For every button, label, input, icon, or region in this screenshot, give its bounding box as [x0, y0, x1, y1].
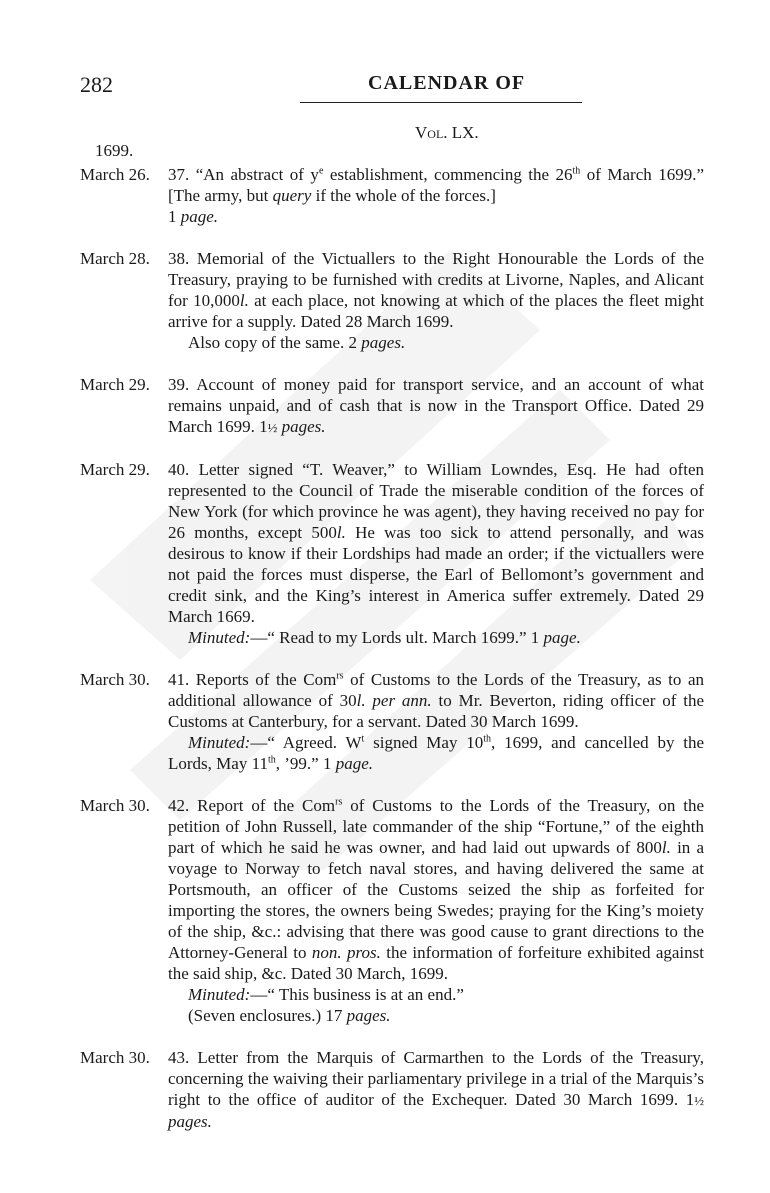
entry-text-part: He was too sick to attend personally, and was desirous to know if their Lordships had made an order; if the victuallers were not paid the forces must disperse, the Earl of Bellomont’s government and credit sink, and the King’s interest in America suffer extremely. Dated 29 March 1669.: [168, 523, 705, 626]
entry-43: [0, 1047, 770, 1132]
minuted-text: —“ Agreed. W: [250, 733, 362, 752]
fraction: ½: [694, 1093, 704, 1108]
entry-text-part: in a voyage to Norway to fetch naval stores, and having delivered the same at Portsmouth, an officer of the Customs seized the ship as forfeited for importing the stores, the owners being Swedes; praying for the King’s moiety of the ship, &c.: advising that there was good cause to grant directions to the Attorney-General to: [168, 838, 704, 962]
entry-text-part: to Mr. Beverton, riding officer of the Customs at Canterbury, for a servant. Dated 30 March 1699.: [168, 691, 704, 731]
minuted-label: Minuted:: [188, 628, 251, 647]
entry-text-part: 41. Reports of the Com: [168, 670, 337, 689]
minuted-text: , ’99.” 1: [275, 754, 336, 773]
page-count-word: pages.: [346, 1006, 391, 1025]
page-count-word: page.: [180, 207, 219, 226]
entry-text: [168, 374, 704, 438]
page-number: 282: [80, 72, 113, 97]
entry-text-part: 40. Letter signed “T. Weaver,” to William Lowndes, Esq. He had often represented to the Council of Trade the miserable condition of the forces of New York (for which province he was agent), they having received no pay for 26 months, except 500: [168, 460, 704, 542]
entry-text-part: 39. Account of money paid for transport service, and an account of what remains unpaid, and of cash that is now in the Transport Office. Dated 29 March 1699. 1: [168, 375, 704, 436]
entry-41: [0, 669, 770, 774]
header-rule: [300, 102, 582, 103]
entry-text-part: establishment, commencing the 26: [323, 165, 573, 184]
superscript: th: [267, 754, 276, 766]
entry-text: [168, 248, 704, 353]
minuted-text: —“ This business is at an end.”: [250, 985, 464, 1004]
page-count-word: page.: [543, 628, 581, 647]
italic-term: non. pros.: [311, 943, 381, 962]
minuted-text: —“ Read to my Lords ult. March 1699.” 1: [250, 628, 544, 647]
fraction: ½: [267, 420, 278, 435]
entry-text-part: if the whole of the forces.]: [311, 186, 496, 205]
pound-sign: l.: [356, 691, 366, 710]
page-count-word: page.: [335, 754, 373, 773]
minuted-label: Minuted:: [188, 985, 251, 1004]
entry-text-part: of Customs to the Lords of the Treasury, as to an additional allowance of 30: [168, 670, 704, 710]
entry-date: March 30.: [80, 796, 150, 815]
page-count-word: pages.: [277, 417, 326, 436]
entry-date: March 30.: [80, 1048, 150, 1067]
entry-42: [0, 795, 770, 1026]
entry-text: [168, 459, 704, 648]
entry-date: March 30.: [80, 670, 150, 689]
italic-term: query: [272, 186, 312, 205]
pound-sign: l.: [239, 291, 249, 310]
entry-text: [168, 164, 704, 227]
entry-date: March 26.: [80, 165, 150, 184]
entry-text-part: 38. Memorial of the Victuallers to the Right Honourable the Lords of the Treasury, praying to be furnished with credits at Livorne, Naples, and Alicant for 10,000: [168, 249, 704, 310]
entry-text-part: of Customs to the Lords of the Treasury, on the petition of John Russell, late commander of the ship “Fortune,” of the eighth part of which he said he was owner, and had laid out upwards of 800: [168, 796, 705, 857]
superscript: rs: [336, 670, 344, 682]
page-count: 1: [168, 207, 181, 226]
entry-text-part: 43. Letter from the Marquis of Carmarthen to the Lords of the Treasury, concerning the waiving their parliamentary privilege in a trial of the Marquis’s right to the office of auditor of the Exchequer. Dated 30 March 1699. 1: [168, 1048, 704, 1109]
pound-sign: l.: [336, 523, 346, 542]
entry-39: [0, 374, 770, 438]
entry-text: [168, 669, 704, 774]
pound-sign: l.: [661, 838, 671, 857]
year-label: 1699.: [95, 141, 134, 160]
entry-40: [0, 459, 770, 648]
entry-text-part: 37. “An abstract of y: [168, 165, 319, 184]
running-title: CALENDAR OF: [368, 72, 526, 94]
entry-text: [168, 795, 704, 1026]
entry-text-part: 42. Report of the Com: [168, 796, 336, 815]
entry-37: [0, 164, 770, 227]
entry-date: March 29.: [80, 460, 150, 479]
minuted-label: Minuted:: [188, 733, 251, 752]
entries-list: [0, 164, 770, 1153]
copy-note: Also copy of the same. 2: [188, 333, 362, 352]
entry-date: March 28.: [80, 249, 150, 268]
page-count-word: pages.: [361, 333, 406, 352]
enclosures-note: (Seven enclosures.) 17: [188, 1006, 347, 1025]
minuted-text: signed May 10: [364, 733, 484, 752]
minuted-text: , 1699, and cancelled by the Lords, May 11: [168, 733, 705, 773]
entry-text-part: the information of forfeiture exhibited against the said ship, &c. Dated 30 March, 1699.: [168, 943, 704, 983]
volume-label: Vol. LX.: [415, 123, 479, 142]
superscript: th: [483, 733, 492, 745]
entry-text: [168, 1047, 704, 1132]
superscript: rs: [335, 796, 343, 808]
superscript: th: [572, 165, 581, 177]
entry-text-part: of March 1699.” [The army, but: [168, 165, 705, 205]
italic-term: per ann.: [365, 691, 432, 710]
superscript: e: [318, 165, 324, 177]
entry-text-part: at each place, not knowing at which of the places the fleet might arrive for a supply. Dated 28 March 1699.: [168, 291, 705, 331]
entry-date: March 29.: [80, 375, 150, 394]
page-count-word: pages.: [168, 1112, 212, 1131]
superscript: t: [361, 733, 365, 745]
entry-38: [0, 248, 770, 353]
